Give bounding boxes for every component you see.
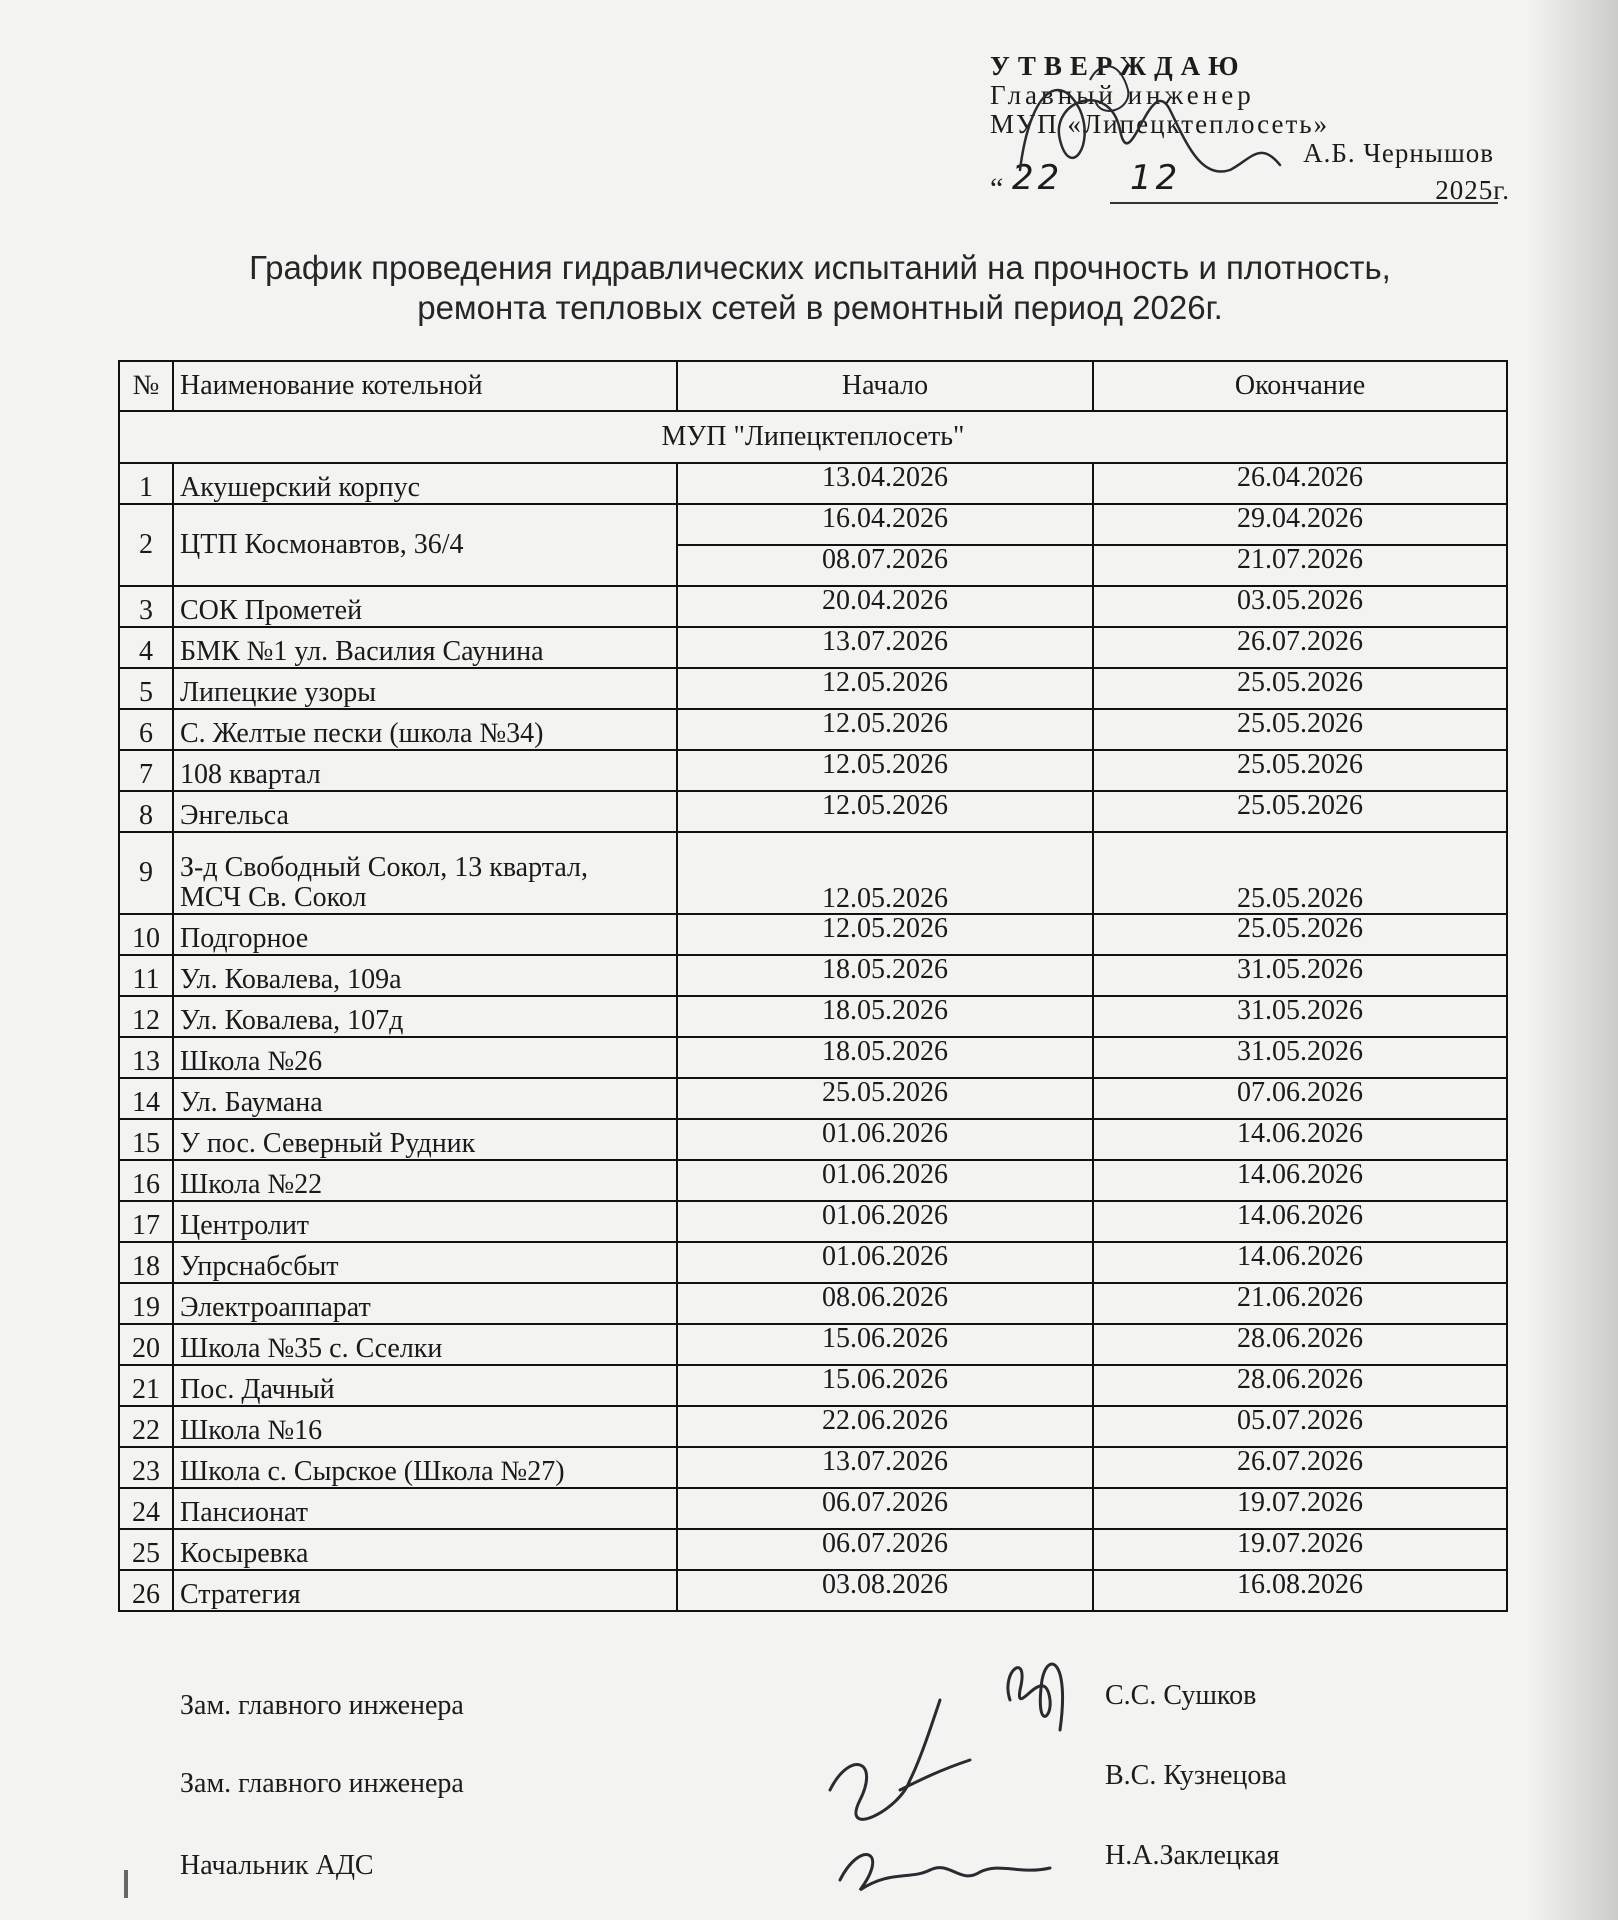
row-num: 8 (119, 791, 173, 832)
row-start: 15.06.2026 (677, 1324, 1093, 1365)
table-row (119, 586, 1507, 627)
row-name: Пос. Дачный (173, 1365, 677, 1406)
row-start: 22.06.2026 (677, 1406, 1093, 1447)
table-row (119, 832, 1507, 914)
title-line-1: График проведения гидравлических испытаний на прочность и плотность, (249, 249, 1391, 286)
table-row (119, 1406, 1507, 1447)
row-name: СОК Прометей (173, 586, 677, 627)
org-name: МУП "Липецктеплосеть" (119, 411, 1507, 463)
row-name: Энгельса (173, 791, 677, 832)
table-row (119, 1324, 1507, 1365)
row-start: 12.05.2026 (677, 791, 1093, 832)
chief-engineer-signature (1000, 50, 1300, 200)
table-row (119, 1447, 1507, 1488)
document-title (140, 248, 1500, 328)
signer-role-1: Зам. главного инженера (180, 1690, 464, 1721)
row-end: 25.05.2026 (1093, 668, 1507, 709)
table-row (119, 1283, 1507, 1324)
header-num: № (119, 361, 173, 411)
row-start-2: 08.07.2026 (677, 545, 1093, 586)
row-name: Электроаппарат (173, 1283, 677, 1324)
row-num: 22 (119, 1406, 173, 1447)
row-end: 21.06.2026 (1093, 1283, 1507, 1324)
row-end: 14.06.2026 (1093, 1119, 1507, 1160)
row-start: 01.06.2026 (677, 1242, 1093, 1283)
row-name: ЦТП Космонавтов, 36/4 (173, 504, 677, 586)
row-end: 25.05.2026 (1093, 914, 1507, 955)
row-start: 16.04.2026 (677, 504, 1093, 545)
row-num: 7 (119, 750, 173, 791)
row-start: 13.07.2026 (677, 1447, 1093, 1488)
row-name-line-2: МСЧ Св. Сокол (180, 882, 367, 913)
row-end: 25.05.2026 (1093, 709, 1507, 750)
table-row (119, 504, 1507, 545)
header-name: Наименование котельной (173, 361, 677, 411)
table-row (119, 996, 1507, 1037)
approval-organization: МУП «Липецктеплосеть» (990, 109, 1330, 139)
row-name: Косыревка (173, 1529, 677, 1570)
row-start: 18.05.2026 (677, 1037, 1093, 1078)
table-row (119, 955, 1507, 996)
row-end: 14.06.2026 (1093, 1242, 1507, 1283)
approval-date-day: 22 (1012, 158, 1064, 198)
row-num: 24 (119, 1488, 173, 1529)
table-row (119, 668, 1507, 709)
row-start: 01.06.2026 (677, 1119, 1093, 1160)
row-name-line-1: З-д Свободный Сокол, 13 квартал, (180, 852, 588, 883)
row-num: 26 (119, 1570, 173, 1611)
approval-date-month: 12 (1130, 158, 1182, 198)
row-start: 01.06.2026 (677, 1160, 1093, 1201)
row-name: Липецкие узоры (173, 668, 677, 709)
row-num: 15 (119, 1119, 173, 1160)
table-row (119, 1078, 1507, 1119)
row-end: 03.05.2026 (1093, 586, 1507, 627)
row-start: 12.05.2026 (677, 914, 1093, 955)
title-line-2: ремонта тепловых сетей в ремонтный период 2026г. (417, 289, 1223, 326)
approval-heading: УТВЕРЖДАЮ (990, 51, 1247, 81)
table-header-row (119, 361, 1507, 411)
row-end: 26.04.2026 (1093, 463, 1507, 504)
row-start: 25.05.2026 (677, 1078, 1093, 1119)
table-row (119, 1488, 1507, 1529)
row-num: 12 (119, 996, 173, 1037)
row-name: Школа №26 (173, 1037, 677, 1078)
row-num: 11 (119, 955, 173, 996)
row-start: 20.04.2026 (677, 586, 1093, 627)
table-row (119, 1529, 1507, 1570)
row-num: 18 (119, 1242, 173, 1283)
row-name: Школа №16 (173, 1406, 677, 1447)
signer-name-2: В.С. Кузнецова (1105, 1760, 1287, 1791)
row-num: 19 (119, 1283, 173, 1324)
row-start: 18.05.2026 (677, 955, 1093, 996)
table-row (119, 791, 1507, 832)
table-row (119, 750, 1507, 791)
approval-signer: А.Б. Чернышов (1303, 138, 1494, 168)
row-start: 12.05.2026 (677, 750, 1093, 791)
row-start: 06.07.2026 (677, 1488, 1093, 1529)
table-row (119, 463, 1507, 504)
deputy-signatures (780, 1640, 1100, 1920)
row-start: 06.07.2026 (677, 1529, 1093, 1570)
table-row (119, 1201, 1507, 1242)
row-end: 16.08.2026 (1093, 1570, 1507, 1611)
row-name: У пос. Северный Рудник (173, 1119, 677, 1160)
page-edge-shadow (1528, 0, 1618, 1920)
row-name: Центролит (173, 1201, 677, 1242)
header-end: Окончание (1093, 361, 1507, 411)
row-end: 28.06.2026 (1093, 1324, 1507, 1365)
row-end: 26.07.2026 (1093, 627, 1507, 668)
row-start: 03.08.2026 (677, 1570, 1093, 1611)
row-start: 01.06.2026 (677, 1201, 1093, 1242)
row-end: 14.06.2026 (1093, 1160, 1507, 1201)
row-num: 20 (119, 1324, 173, 1365)
org-row (119, 411, 1507, 463)
row-num: 13 (119, 1037, 173, 1078)
signer-role-2: Зам. главного инженера (180, 1768, 464, 1799)
table-row (119, 914, 1507, 955)
row-name: Ул. Баумана (173, 1078, 677, 1119)
page-mark (124, 1870, 128, 1898)
row-name: Упрснабсбыт (173, 1242, 677, 1283)
table-row (119, 1037, 1507, 1078)
row-num: 25 (119, 1529, 173, 1570)
row-end: 31.05.2026 (1093, 1037, 1507, 1078)
approval-date-year: 2025г. (1435, 175, 1510, 205)
row-name: Ул. Ковалева, 107д (173, 996, 677, 1037)
signer-name-3: Н.А.Заклецкая (1105, 1840, 1280, 1871)
row-num: 9 (119, 832, 173, 914)
row-name: Ул. Ковалева, 109а (173, 955, 677, 996)
row-num: 3 (119, 586, 173, 627)
row-start: 08.06.2026 (677, 1283, 1093, 1324)
row-num: 2 (119, 504, 173, 586)
row-end: 25.05.2026 (1093, 791, 1507, 832)
row-name: Подгорное (173, 914, 677, 955)
row-name (173, 832, 677, 914)
row-end: 05.07.2026 (1093, 1406, 1507, 1447)
row-name: Пансионат (173, 1488, 677, 1529)
row-end: 19.07.2026 (1093, 1529, 1507, 1570)
row-num: 23 (119, 1447, 173, 1488)
row-end: 25.05.2026 (1093, 832, 1507, 914)
row-name: Акушерский корпус (173, 463, 677, 504)
row-start: 12.05.2026 (677, 709, 1093, 750)
row-num: 1 (119, 463, 173, 504)
row-num: 16 (119, 1160, 173, 1201)
row-end: 29.04.2026 (1093, 504, 1507, 545)
row-num: 5 (119, 668, 173, 709)
approval-position: Главный инженер (990, 80, 1255, 110)
row-end: 26.07.2026 (1093, 1447, 1507, 1488)
table-row (119, 709, 1507, 750)
row-end: 31.05.2026 (1093, 996, 1507, 1037)
row-num: 4 (119, 627, 173, 668)
row-end: 07.06.2026 (1093, 1078, 1507, 1119)
row-start: 15.06.2026 (677, 1365, 1093, 1406)
row-num: 10 (119, 914, 173, 955)
row-end: 31.05.2026 (1093, 955, 1507, 996)
row-start: 18.05.2026 (677, 996, 1093, 1037)
approval-date-quote: “ (990, 172, 1008, 205)
row-end: 19.07.2026 (1093, 1488, 1507, 1529)
row-end: 28.06.2026 (1093, 1365, 1507, 1406)
table-row (119, 627, 1507, 668)
row-name: Школа с. Сырское (Школа №27) (173, 1447, 677, 1488)
header-start: Начало (677, 361, 1093, 411)
row-num: 14 (119, 1078, 173, 1119)
table-row (119, 1119, 1507, 1160)
row-start: 12.05.2026 (677, 668, 1093, 709)
signer-name-1: С.С. Сушков (1105, 1680, 1257, 1711)
signer-role-3: Начальник АДС (180, 1850, 374, 1881)
row-end: 25.05.2026 (1093, 750, 1507, 791)
row-end-2: 21.07.2026 (1093, 545, 1507, 586)
row-name: Школа №35 с. Сселки (173, 1324, 677, 1365)
table-row (119, 1570, 1507, 1611)
table-row (119, 1242, 1507, 1283)
row-name: 108 квартал (173, 750, 677, 791)
schedule-table (118, 360, 1508, 1612)
row-num: 21 (119, 1365, 173, 1406)
row-name: С. Желтые пески (школа №34) (173, 709, 677, 750)
row-num: 17 (119, 1201, 173, 1242)
row-start: 13.04.2026 (677, 463, 1093, 504)
row-num: 6 (119, 709, 173, 750)
row-name: Стратегия (173, 1570, 677, 1611)
row-start: 13.07.2026 (677, 627, 1093, 668)
table-row (119, 1160, 1507, 1201)
table-row (119, 1365, 1507, 1406)
row-start: 12.05.2026 (677, 832, 1093, 914)
row-name: БМК №1 ул. Василия Саунина (173, 627, 677, 668)
row-name: Школа №22 (173, 1160, 677, 1201)
row-end: 14.06.2026 (1093, 1201, 1507, 1242)
